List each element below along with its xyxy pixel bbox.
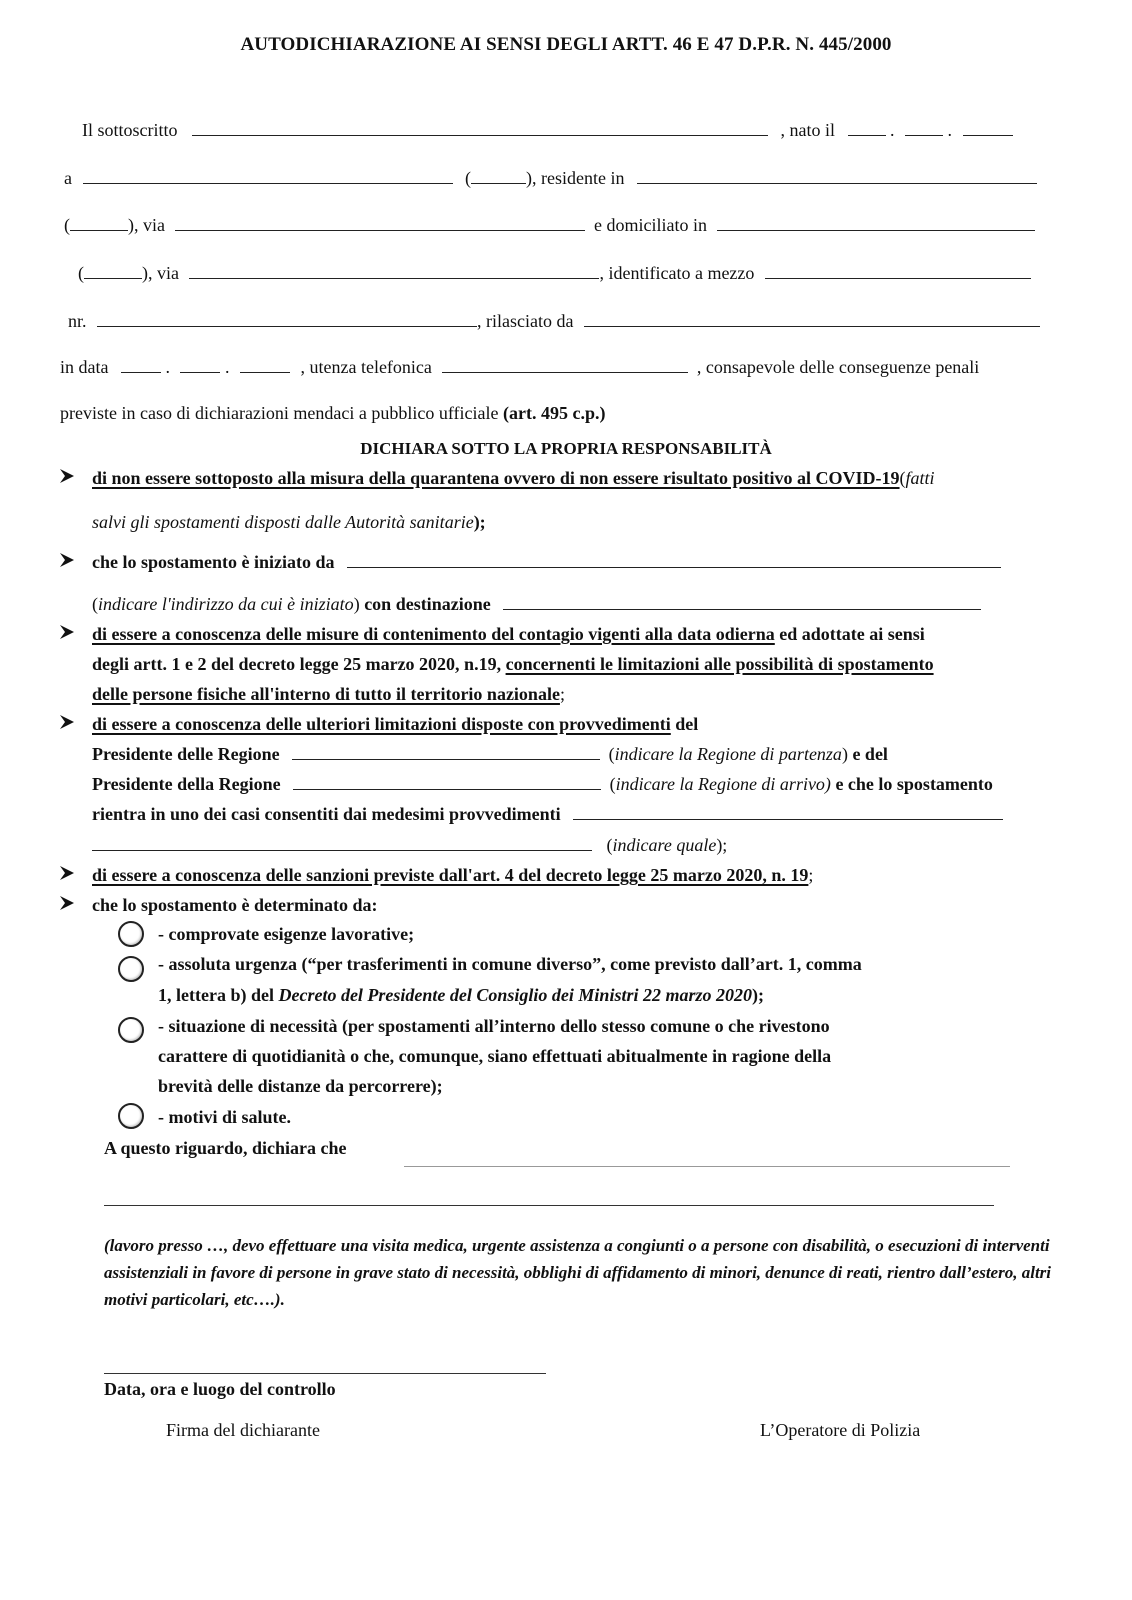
field-start-address[interactable] [347,552,1001,568]
label-destination: con destinazione [359,594,491,614]
item-regional-limits [92,713,698,735]
line-birthplace [64,167,1037,189]
penal-reference: (art. 495 c.p.) [503,403,606,423]
label-allowed-cases: rientra in uno dei casi consentiti dai medesimi provvedimenti [92,804,561,824]
option-health-reasons: - motivi di salute. [158,1107,291,1127]
field-phone[interactable] [442,357,688,373]
line-residence-address [64,214,1035,236]
punct: ); [473,512,486,532]
radio-health-reasons[interactable] [118,1103,144,1129]
quarantine-statement: di non essere sottoposto alla misura della quarantena ovvero di non essere risultato positivo al COVID-19 [92,468,900,488]
item-no-quarantine-cont [92,511,486,533]
item-sanctions [92,864,813,886]
sanctions-statement: di essere a conoscenza delle sanzioni previste dall'art. 4 del decreto legge 25 marzo 2020, n. 19 [92,865,809,885]
label-utenza-telefonica: , utenza telefonica [300,357,432,377]
option-necessity-cont: carattere di quotidianità o che, comunque, siano effettuati abitualmente in ragione della [158,1046,832,1066]
field-region-arrival[interactable] [293,774,601,790]
field-birth-province[interactable] [471,168,526,184]
arrow-bullet-icon [58,864,78,886]
item-no-quarantine [92,467,935,489]
label-region-departure: Presidente delle Regione [92,744,280,764]
radio-necessity[interactable] [118,1017,144,1043]
item-reason-label: che lo spostamento è determinato da: [92,895,378,915]
radio-work-reasons[interactable] [118,921,144,947]
field-residence-city[interactable] [637,168,1037,184]
text-spostamento: e che lo spostamento [830,774,993,794]
label-control: Data, ora e luogo del controllo [104,1379,336,1399]
label-a: a [64,168,72,188]
label-rilasciato-da: , rilasciato da [477,311,574,331]
date-separator: . [890,120,895,140]
field-riguardo-line2[interactable] [104,1205,994,1206]
paren: ) [353,594,360,614]
arrow-bullet-icon [58,551,78,573]
paren: ( [608,744,615,764]
field-domicile-province[interactable] [84,263,142,279]
item-start-location [92,551,1001,573]
hint-start-address: indicare l'indirizzo da cui è iniziato [98,594,354,614]
option-work-reasons: - comprovate esigenze lavorative; [158,924,415,944]
line-sottoscritto [82,119,1013,141]
arrow-bullet-icon [58,467,78,489]
field-region-departure[interactable] [292,744,600,760]
item-allowed-cases [92,803,1003,825]
hint-which: indicare quale [612,835,717,855]
item-containment-measures [92,623,925,645]
label-consapevole: , consapevole delle conseguenze penali [696,357,980,377]
label-sottoscritto: Il sottoscritto [82,120,178,140]
arrow-bullet-icon [58,623,78,645]
label-via: ), via [142,263,179,283]
national-territory: delle persone fisiche all'interno di tutto il territorio nazionale [92,684,560,704]
arrow-bullet-icon [58,894,78,916]
arrow-bullet-icon [58,713,78,735]
hint-region-arrival: indicare la Regione di arrivo) [615,774,831,794]
item-destination [92,593,981,615]
line-issue-date-phone [60,356,979,378]
paren: ( [899,468,906,488]
line-domicile-address [78,262,1031,284]
label-declarant-signature: Firma del dichiarante [166,1420,320,1440]
declaration-heading: DICHIARA SOTTO LA PROPRIA RESPONSABILITÀ [360,439,772,458]
line-document-number [68,310,1040,332]
paren: ) [841,744,848,764]
paren: ( [465,168,471,188]
examples-note: (lavoro presso …, devo effettuare una visita medica, urgente assistenza a congiunti o a persone con disabilità, o esecuzioni di interventi assistenziali in favore di persone in grave stato di necessità, obblighi di affidamento di minori, denunce di reati, rientro dall’estero, altri motivi particolari, etc….). [104,1236,1052,1309]
field-riguardo-line1[interactable] [404,1166,1010,1167]
field-issue-month[interactable] [180,357,220,373]
field-allowed-case[interactable] [573,804,1003,820]
option-necessity: - situazione di necessità (per spostamenti all’interno dello stesso comune o che rivestono [158,1016,830,1036]
field-birthplace[interactable] [83,168,453,184]
movement-limitations: concernenti le limitazioni alle possibilità di spostamento [505,654,934,674]
line-penal-consequences [60,402,606,424]
label-start-location: che lo spostamento è iniziato da [92,552,335,572]
document-title: AUTODICHIARAZIONE AI SENSI DEGLI ARTT. 46 E 47 D.P.R. N. 445/2000 [240,34,892,55]
field-allowed-case-cont[interactable] [92,835,592,851]
field-control-datetime-place[interactable] [104,1373,546,1374]
paren: ( [92,594,98,614]
field-residence-street[interactable] [175,215,585,231]
item-containment-cont [92,653,934,675]
paren: ( [609,774,616,794]
radio-absolute-urgency[interactable] [118,956,144,982]
option-necessity-cont2: brevità delle distanze da percorrere); [158,1076,443,1096]
containment-text: ed adottate ai sensi [774,624,925,644]
text-del: del [670,714,699,734]
field-id-document[interactable] [765,263,1031,279]
item-region-departure [92,743,888,765]
field-document-number[interactable] [97,311,477,327]
label-in-data: in data [60,357,109,377]
urgency-ref: 1, lettera b) del [158,985,279,1005]
label-riguardo: A questo riguardo, dichiara che [104,1138,347,1158]
field-birth-day[interactable] [848,120,886,136]
penal-text: previste in caso di dichiarazioni mendaci a pubblico ufficiale [60,403,504,423]
punct: ); [751,985,764,1005]
hint-region-departure: indicare la Regione di partenza [614,744,842,764]
field-issue-year[interactable] [240,357,290,373]
quarantine-note-cont: salvi gli spostamenti disposti dalle Autorità sanitarie [92,512,474,532]
paren: ( [606,835,613,855]
label-nr: nr. [68,311,87,331]
punct: ); [716,835,728,855]
label-via: ), via [128,215,165,235]
field-full-name[interactable] [192,120,768,136]
date-separator: . [947,120,952,140]
field-domicile-city[interactable] [717,215,1035,231]
regional-limits-statement: di essere a conoscenza delle ulteriori limitazioni disposte con provvedimenti [92,714,671,734]
field-issued-by[interactable] [584,311,1040,327]
containment-statement: di essere a conoscenza delle misure di contenimento del contagio vigenti alla data odierna [92,624,775,644]
text-e-del: e del [847,744,888,764]
field-issue-day[interactable] [121,357,161,373]
label-domiciliato-in: e domiciliato in [593,215,707,235]
label-identificato: , identificato a mezzo [599,263,755,283]
field-residence-province[interactable] [70,215,128,231]
item-region-arrival [92,773,993,795]
option-absolute-urgency: - assoluta urgenza (“per trasferimenti in comune diverso”, come previsto dall’art. 1, comma [158,954,862,974]
field-birth-month[interactable] [905,120,943,136]
paren: ( [78,263,84,283]
punct: ; [808,865,814,885]
label-nato-il: , nato il [780,120,835,140]
field-destination[interactable] [503,594,981,610]
item-allowed-cases-cont [92,834,727,856]
field-domicile-street[interactable] [189,263,599,279]
date-separator: . [224,357,230,377]
label-residente-in: ), residente in [526,168,625,188]
punct: ; [559,684,565,704]
quarantine-note: fatti [905,468,935,488]
decree-reference: degli artt. 1 e 2 del decreto legge 25 marzo 2020, n.19, [92,654,506,674]
dpcm-reference: Decreto del Presidente del Consiglio dei Ministri 22 marzo 2020 [278,985,752,1005]
item-containment-cont2 [92,683,565,705]
option-absolute-urgency-cont [158,984,764,1006]
field-birth-year[interactable] [963,120,1013,136]
label-officer-signature: L’Operatore di Polizia [760,1420,921,1440]
label-region-arrival: Presidente della Regione [92,774,281,794]
paren: ( [64,215,70,235]
date-separator: . [165,357,170,377]
